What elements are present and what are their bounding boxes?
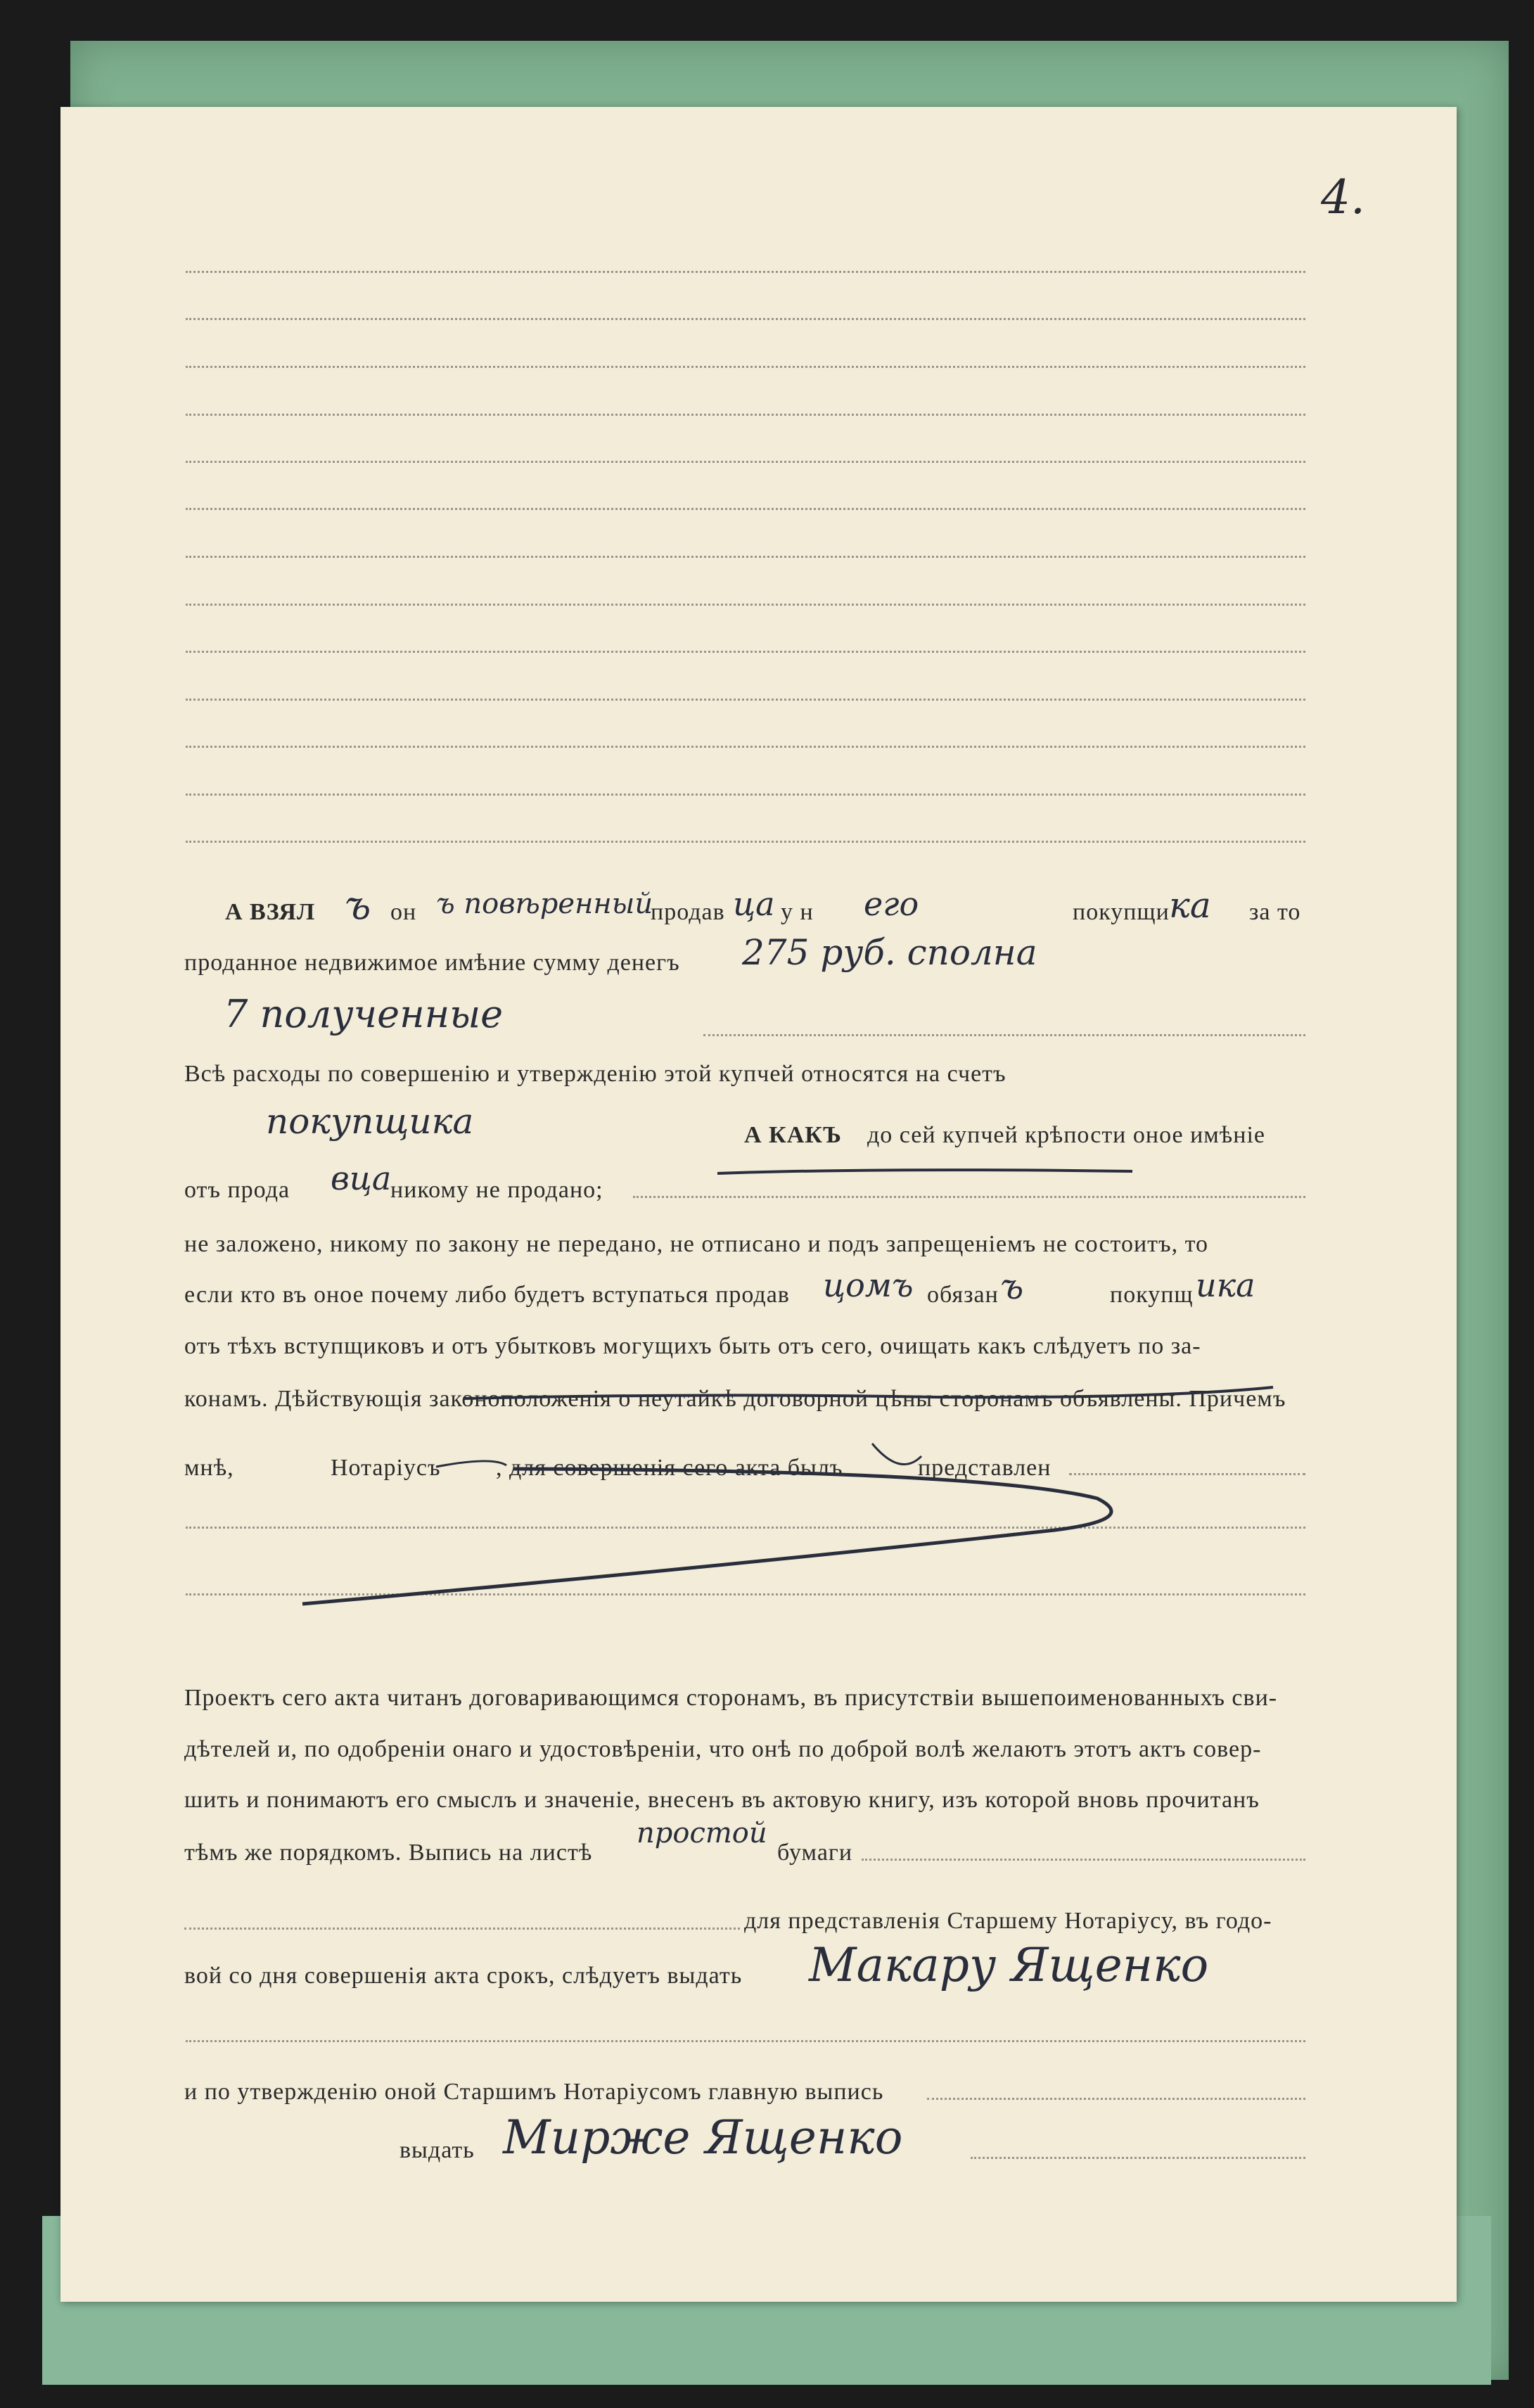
blank-rule [186, 699, 1305, 701]
dotted-fill [703, 1034, 1305, 1036]
blank-rule [186, 651, 1305, 653]
handwritten-prodav-suffix: ца [733, 885, 775, 923]
text-para2-line4a: тѣмъ же порядкомъ. Выпись на листѣ [184, 1840, 593, 1866]
blank-rule [186, 508, 1305, 510]
text-line8-b: обязан [927, 1282, 999, 1308]
blank-rule [186, 604, 1305, 606]
text-predstavlen: представлен [918, 1455, 1052, 1481]
handwritten-vydat-2: Мирже Ященко [503, 2110, 903, 2165]
blank-rule [186, 841, 1305, 843]
text-line8-c: покупщ [1110, 1282, 1194, 1308]
handwritten-summa: 275 руб. сполна [742, 932, 1037, 973]
handwritten-prodav-line8: цомъ [823, 1266, 914, 1304]
text-pokuptsi: покупщи [1073, 899, 1170, 925]
handwritten-schet: покупщика [266, 1101, 474, 1142]
text-notarius: Нотаріусъ [331, 1455, 441, 1481]
text-line10: конамъ. Дѣйствующія законоположенія о неутайкѣ договорной цѣны сторонамъ объявлены. Причемъ [184, 1386, 1286, 1412]
dotted-fill [862, 1859, 1305, 1861]
text-line6-rest: никому не продано; [390, 1177, 603, 1203]
dotted-fill [1069, 1473, 1305, 1475]
text-para2-line3: шить и понимаютъ его смыслъ и значеніе, внесенъ въ актовую книгу, изъ которой вновь прочитанъ [184, 1787, 1260, 1813]
dotted-fill [971, 2157, 1305, 2159]
text-za-to: за то [1249, 899, 1301, 925]
text-mne: мнѣ, [184, 1455, 234, 1481]
text-u-n: у н [781, 899, 814, 925]
handwritten-on-suffix: ъ повѣренный [436, 888, 653, 920]
blank-rule [186, 414, 1305, 416]
blank-rule [186, 556, 1305, 558]
blank-rule [186, 746, 1305, 748]
text-line4: Всѣ расходы по совершенію и утвержденію этой купчей относятся на счетъ [184, 1061, 1006, 1087]
handwritten-list-type: простой [637, 1817, 767, 1849]
text-ot-proda: отъ прода [184, 1177, 290, 1203]
blank-rule [186, 794, 1305, 796]
text-line7: не заложено, никому по закону не передано, не отписано и подъ запрещеніемъ не состоитъ, то [184, 1231, 1209, 1257]
handwritten-obyazan-suffix: ъ [1000, 1266, 1024, 1307]
handwritten-pokupsh-suffix: ика [1196, 1266, 1255, 1304]
blank-rule [186, 2040, 1305, 2042]
dotted-fill [184, 1928, 740, 1930]
text-line2: проданное недвижимое имѣние сумму денегъ [184, 950, 680, 976]
handwritten-u-n-suffix: его [864, 885, 919, 923]
text-para2-line6: вой со дня совершенія акта срокъ, слѣдуетъ выдать [184, 1963, 743, 1989]
blank-rule [186, 1593, 1305, 1595]
text-a-vzyal: А ВЗЯЛ [225, 899, 316, 925]
text-line5-rest: до сей купчей крѣпости оное имѣніе [867, 1122, 1265, 1148]
text-para2-line5: для представленія Старшему Нотаріусу, въ годо- [744, 1908, 1272, 1934]
text-line11-rest: , для совершенія сего акта былъ [496, 1455, 843, 1481]
text-para2-line4b: бумаги [777, 1840, 853, 1866]
text-para2-line8: выдать [400, 2137, 475, 2163]
handwritten-pokuptsi-suffix: ка [1169, 885, 1211, 926]
text-prodav: продав [651, 899, 725, 925]
dotted-fill [633, 1196, 1305, 1198]
text-line8-a: если кто въ оное почему либо будетъ вступаться продав [184, 1282, 790, 1308]
handwritten-vzyal-suffix: ъ [345, 883, 371, 929]
blank-rule [186, 318, 1305, 320]
text-para2-line7: и по утвержденію оной Старшимъ Нотаріусомъ главную выпись [184, 2079, 884, 2105]
blank-rule [186, 1527, 1305, 1529]
text-line9: отъ тѣхъ вступщиковъ и отъ убытковъ могущихъ быть отъ сего, очищать какъ слѣдуетъ по за- [184, 1333, 1201, 1359]
handwritten-ot-proda-suffix: вца [331, 1159, 392, 1197]
handwritten-summa-line2: 7 полученные [224, 992, 504, 1036]
text-para2-line2: дѣтелей и, по одобреніи онаго и удостовѣреніи, что онѣ по доброй волѣ желаютъ этотъ актъ совер- [184, 1736, 1262, 1762]
blank-rule [186, 271, 1305, 273]
text-a-kak: А КАКЪ [744, 1122, 842, 1148]
text-para2-line1: Проектъ сего акта читанъ договаривающимся сторонамъ, въ присутствіи вышепоименованныхъ сви- [184, 1685, 1278, 1711]
page-number: 4. [1321, 170, 1365, 224]
text-on: он [390, 899, 417, 925]
blank-rule [186, 366, 1305, 368]
handwritten-vydat-1: Макару Ященко [809, 1938, 1209, 1992]
blank-rule [186, 461, 1305, 463]
dotted-fill [927, 2098, 1305, 2100]
